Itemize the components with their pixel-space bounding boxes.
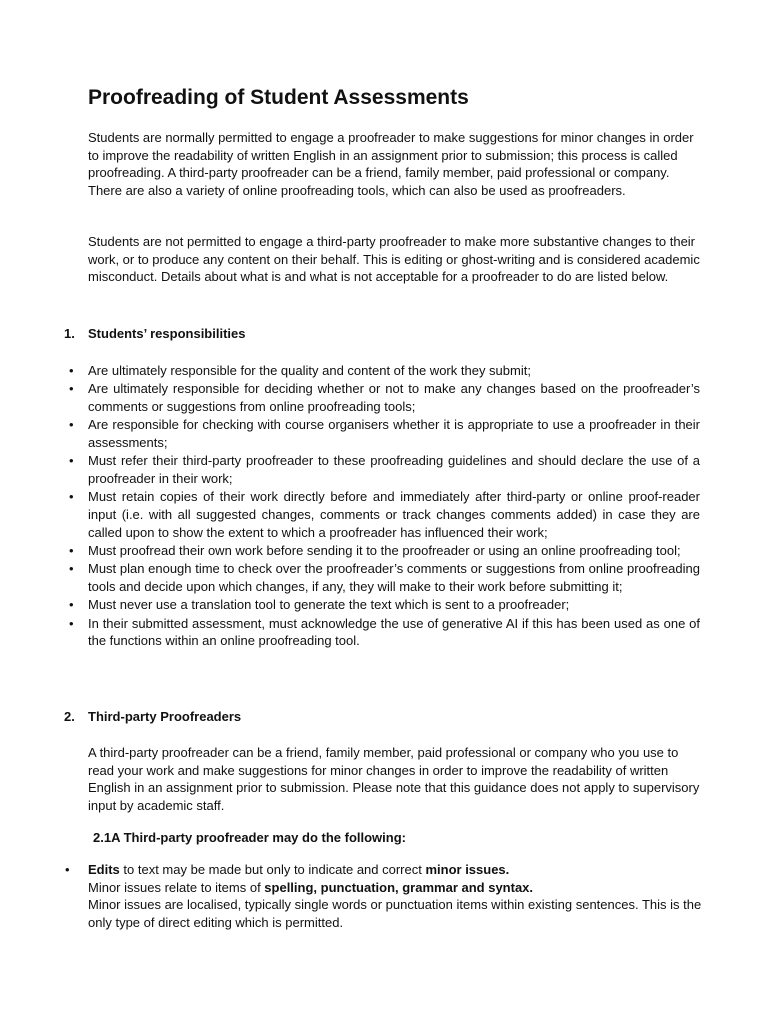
list-item xyxy=(0,380,700,415)
list-item-text: Must plan enough time to check over the proofreader’s comments or suggestions from online proofreading tools and decide upon which changes, if any, they will make to their work before submitting it; xyxy=(88,561,700,594)
minor-issues-items: spelling, punctuation, grammar and syntax. xyxy=(264,879,534,895)
edits-text: to text may be made but only to indicate and correct xyxy=(119,862,426,877)
list-item-text: Are ultimately responsible for deciding whether or not to make any changes based on the proofreader’s comments or suggestions from online proofreading tools; xyxy=(88,381,700,414)
edits-line-2 xyxy=(88,879,708,897)
section-2-paragraph: A third-party proofreader can be a friend, family member, paid professional or company who you use to read your work and make suggestions for minor changes in order to improve the readability of written English in an assignment prior to submission. Please note that this guidance does not apply to supervisory input by academic staff. xyxy=(88,745,700,813)
section-1-title: Students’ responsibilities xyxy=(88,326,246,341)
edits-list-item xyxy=(65,861,708,931)
section-2-number: 2. xyxy=(64,709,75,724)
responsibilities-list xyxy=(0,362,768,651)
list-item-text: In their submitted assessment, must acknowledge the use of generative AI if this has been used as one of the functions within an online proofreading tool. xyxy=(88,615,700,649)
list-item-text: Are responsible for checking with course organisers whether it is appropriate to use a proofreader in their assessments; xyxy=(88,417,700,450)
list-item xyxy=(0,560,700,595)
bullet-icon: • xyxy=(65,862,70,877)
bullet-icon: • xyxy=(69,615,74,631)
list-item-text: Are ultimately responsible for the quality and content of the work they submit; xyxy=(88,363,531,378)
edits-bold-label: Edits xyxy=(88,862,120,877)
bullet-icon: • xyxy=(69,542,74,558)
list-item xyxy=(0,416,700,451)
bullet-icon: • xyxy=(69,561,74,577)
minor-issues-text: Minor issues relate to items of xyxy=(88,879,265,895)
subsection-2-1-heading: 2.1A Third-party proofreader may do the following: xyxy=(93,830,406,845)
list-item xyxy=(0,615,700,650)
list-item xyxy=(0,542,700,560)
list-item-text: Must refer their third-party proofreader to these proofreading guidelines and should declare the use of a proofreader in their work; xyxy=(88,453,700,486)
bullet-icon: • xyxy=(69,489,74,505)
list-item xyxy=(0,452,700,487)
bullet-icon: • xyxy=(69,453,74,469)
list-item xyxy=(0,596,700,614)
bullet-icon: • xyxy=(69,417,74,433)
list-item-text: Must never use a translation tool to generate the text which is sent to a proofreader; xyxy=(88,597,570,613)
section-2-title: Third-party Proofreaders xyxy=(88,709,242,724)
section-1-number: 1. xyxy=(64,326,75,341)
list-item-text: Must retain copies of their work directly before and immediately after third-party or online proof-reader input (i.e. with all suggested changes, comments or track changes comments added) in case they are called upon to show the extent to which a proofreader has influenced their work; xyxy=(88,489,700,540)
edits-line-1 xyxy=(88,861,708,879)
edits-line-3: Minor issues are localised, typically single words or punctuation items within existing sentences. This is the only type of direct editing which is permitted. xyxy=(88,897,702,930)
intro-paragraph-1: Students are normally permitted to engage a proofreader to make suggestions for minor changes in order to improve the readability of written English in an assignment prior to submission; this process is called proofreading. A third-party proofreader can be a friend, family member, paid professional or company. There are also a variety of online proofreading tools, which can also be used as proofreaders. xyxy=(88,130,694,198)
minor-issues-label: minor issues. xyxy=(425,862,510,877)
bullet-icon: • xyxy=(69,381,74,397)
bullet-icon: • xyxy=(69,363,74,378)
list-item xyxy=(0,362,700,380)
list-item-text: Must proofread their own work before sending it to the proofreader or using an online proofreading tool; xyxy=(88,542,681,558)
intro-paragraph-2: Students are not permitted to engage a third-party proofreader to make more substantive changes to their work, or to produce any content on their behalf. This is editing or ghost-writing and is considered academic misconduct. Details about what is and what is not acceptable for a proofreader to do are listed below. xyxy=(88,234,700,285)
page-title: Proofreading of Student Assessments xyxy=(88,86,469,109)
list-item xyxy=(0,488,700,541)
bullet-icon: • xyxy=(69,597,74,613)
